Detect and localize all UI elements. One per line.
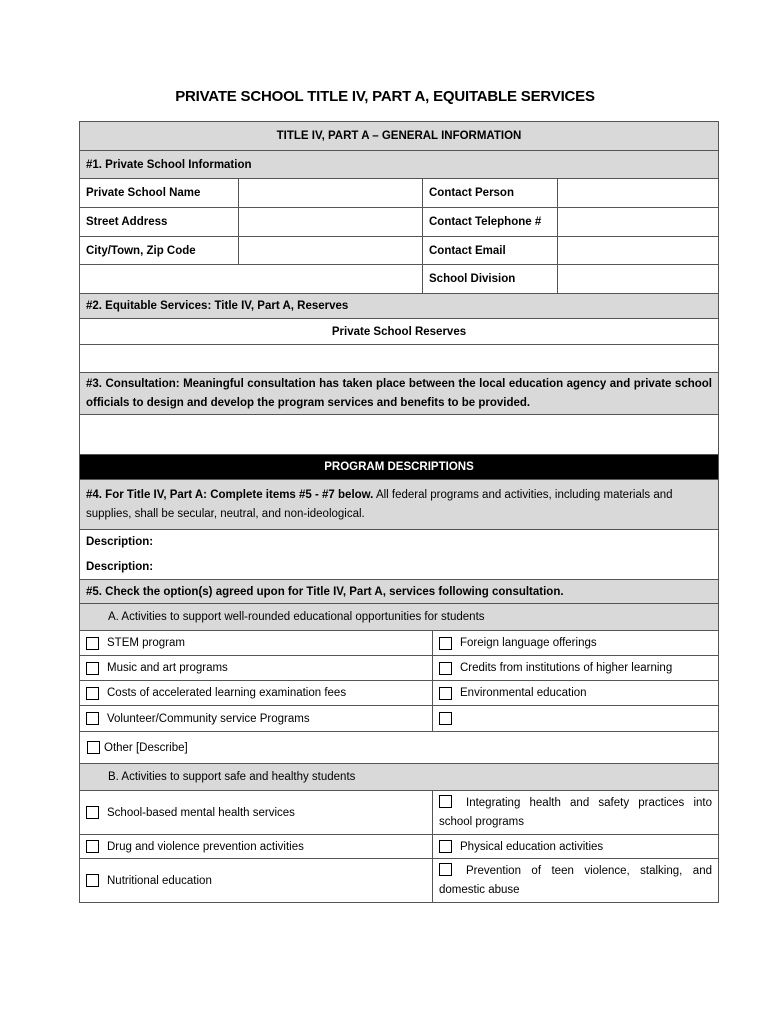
option-nutritional-education[interactable]: Nutritional education bbox=[80, 859, 432, 902]
label-contact-telephone: Contact Telephone # bbox=[422, 208, 557, 236]
section5a-heading: A. Activities to support well-rounded educational opportunities for students bbox=[80, 604, 718, 631]
info-row bbox=[80, 208, 718, 237]
checkbox[interactable] bbox=[86, 840, 99, 853]
city-zip-field[interactable] bbox=[238, 237, 422, 264]
info-row bbox=[80, 179, 718, 208]
consultation-field[interactable] bbox=[80, 415, 718, 455]
option-mental-health[interactable]: School-based mental health services bbox=[80, 791, 432, 834]
street-address-field[interactable] bbox=[238, 208, 422, 236]
label-street-address: Street Address bbox=[86, 216, 168, 228]
label-city-zip: City/Town, Zip Code bbox=[86, 244, 196, 257]
checkbox[interactable] bbox=[439, 795, 452, 808]
private-school-reserves-label: Private School Reserves bbox=[80, 319, 718, 345]
option-credits-higher-learning[interactable]: Credits from institutions of higher learning bbox=[432, 656, 718, 680]
section4-bold: #4. For Title IV, Part A: Complete items #5 - #7 below. bbox=[86, 488, 374, 501]
option-volunteer-community[interactable]: Volunteer/Community service Programs bbox=[80, 706, 432, 731]
checkbox-row bbox=[80, 791, 718, 835]
section4-instructions bbox=[80, 480, 718, 530]
blank-cell bbox=[80, 265, 422, 293]
checkbox[interactable] bbox=[439, 840, 452, 853]
form-title: PRIVATE SCHOOL TITLE IV, PART A, EQUITABLE SERVICES bbox=[175, 88, 595, 105]
description-label: Description: bbox=[86, 535, 154, 548]
option-health-safety-practices[interactable]: Integrating health and safety practices into school programs bbox=[432, 791, 718, 834]
info-row bbox=[80, 265, 718, 294]
program-descriptions-header: PROGRAM DESCRIPTIONS bbox=[80, 455, 718, 480]
checkbox[interactable] bbox=[86, 662, 99, 675]
section3-consultation: #3. Consultation: Meaningful consultation has taken place between the local education agency and private school officials to design and develop the program services and benefits to be provided. bbox=[80, 373, 718, 415]
private-school-name-field[interactable] bbox=[238, 179, 422, 207]
option-physical-education[interactable]: Physical education activities bbox=[432, 835, 718, 858]
checkbox[interactable] bbox=[86, 874, 99, 887]
option-music-art[interactable]: Music and art programs bbox=[80, 656, 432, 680]
option-blank[interactable] bbox=[432, 706, 718, 731]
option-other[interactable]: Other [Describe] bbox=[80, 732, 718, 763]
section1-heading: #1. Private School Information bbox=[80, 151, 718, 179]
label-contact-person: Contact Person bbox=[422, 179, 557, 207]
option-foreign-language[interactable]: Foreign language offerings bbox=[432, 631, 718, 655]
option-stem[interactable]: STEM program bbox=[80, 631, 432, 655]
checkbox[interactable] bbox=[87, 741, 100, 754]
checkbox-row bbox=[80, 706, 718, 732]
equitable-services-form bbox=[79, 121, 719, 903]
checkbox-row bbox=[80, 681, 718, 706]
description-block[interactable] bbox=[80, 530, 718, 580]
label-school-division: School Division bbox=[422, 265, 557, 293]
contact-telephone-field[interactable] bbox=[557, 208, 718, 236]
option-accelerated-exam-fees[interactable]: Costs of accelerated learning examination fees bbox=[80, 681, 432, 705]
checkbox[interactable] bbox=[439, 863, 452, 876]
label-private-school-name: Private School Name bbox=[86, 187, 201, 199]
contact-person-field[interactable] bbox=[557, 179, 718, 207]
reserves-field[interactable] bbox=[80, 345, 718, 373]
checkbox[interactable] bbox=[86, 637, 99, 650]
general-info-header: TITLE IV, PART A – GENERAL INFORMATION bbox=[80, 122, 718, 151]
section5b-heading: B. Activities to support safe and healthy students bbox=[80, 764, 718, 791]
checkbox[interactable] bbox=[86, 712, 99, 725]
checkbox[interactable] bbox=[86, 687, 99, 700]
checkbox-row bbox=[80, 631, 718, 656]
option-environmental-education[interactable]: Environmental education bbox=[432, 681, 718, 705]
checkbox-row bbox=[80, 859, 718, 902]
school-division-field[interactable] bbox=[557, 265, 718, 293]
section5-heading: #5. Check the option(s) agreed upon for Title IV, Part A, services following consultation. bbox=[80, 580, 718, 604]
checkbox[interactable] bbox=[439, 662, 452, 675]
description-label: Description: bbox=[86, 560, 154, 573]
checkbox[interactable] bbox=[439, 687, 452, 700]
label-contact-email: Contact Email bbox=[422, 237, 557, 264]
checkbox[interactable] bbox=[86, 806, 99, 819]
option-drug-violence-prevention[interactable]: Drug and violence prevention activities bbox=[80, 835, 432, 858]
contact-email-field[interactable] bbox=[557, 237, 718, 264]
checkbox-row bbox=[80, 732, 718, 764]
checkbox-row bbox=[80, 656, 718, 681]
checkbox-row bbox=[80, 835, 718, 859]
checkbox[interactable] bbox=[439, 637, 452, 650]
info-row bbox=[80, 237, 718, 265]
section4-text: All federal programs and activities, including materials and supplies, shall be secular, neutral, and non-ideological. bbox=[86, 488, 673, 520]
option-teen-violence-prevention[interactable]: Prevention of teen violence, stalking, and domestic abuse bbox=[432, 859, 718, 902]
checkbox[interactable] bbox=[439, 712, 452, 725]
section2-heading: #2. Equitable Services: Title IV, Part A, Reserves bbox=[80, 294, 718, 319]
